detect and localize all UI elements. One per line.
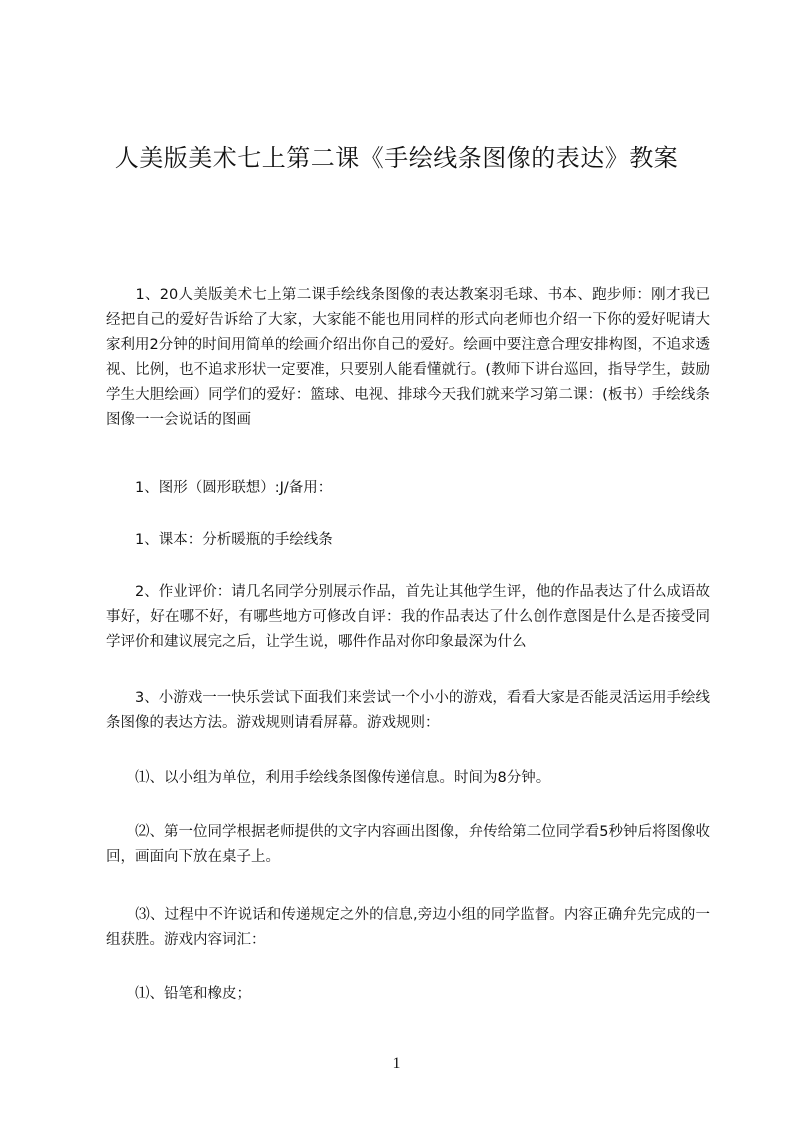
paragraph-intro: 1、20人美版美术七上第二课手绘线条图像的表达教案羽毛球、书本、跑步师：刚才我已经把自己的爱好告诉给了大家，大家能不能也用同样的形式向老师也介绍一下你的爱好呢请大家利用2分钟的时间用简单的绘画介绍出你自己的爱好。绘画中要注意合理安排构图，不追求透视、比例，也不追求形状一定要准，只要别人能看懂就行。(教师下讲台巡回，指导学生，鼓励学生大胆绘画）同学们的爱好：篮球、电视、排球今天我们就来学习第二课：(板书）手绘线条图像一一会说话的图画	[106, 287, 710, 428]
paragraph-rule-3: ⑶、过程中不许说话和传递规定之外的信息,旁边小组的同学监督。内容正确弁先完成的一组获胜。游戏内容词汇：	[106, 907, 710, 948]
paragraph-textbook: 1、课本：分析暖瓶的手绘线条	[106, 532, 333, 548]
paragraph-rule-1: ⑴、以小组为单位，利用手绘线条图像传递信息。时间为8分钟。	[106, 770, 551, 786]
page-title: 人美版美术七上第二课《手绘线条图像的表达》教案	[114, 144, 679, 172]
paragraph-evaluation: 2、作业评价：请几名同学分别展示作品，首先让其他学生评，他的作品表达了什么成语故事好，好在哪不好，有哪些地方可修改自评：我的作品表达了什么创作意图是什么是否接受同学评价和建议展完之后，让学生说，哪件作品对你印象最深为什么	[106, 584, 710, 650]
page-number: 1	[392, 1055, 401, 1072]
paragraph-vocab-1: ⑴、铅笔和橡皮；	[106, 986, 251, 1002]
paragraph-game: 3、小游戏一一快乐尝试下面我们来尝试一个小小的游戏，看看大家是否能灵活运用手绘线条图像的表达方法。游戏规则请看屏幕。游戏规则：	[106, 690, 710, 731]
paragraph-graphics: 1、图形（圆形联想）:J/备用：	[106, 480, 333, 496]
paragraph-rule-2: ⑵、第一位同学根据老师提供的文字内容画出图像，弁传给第二位同学看5秒钟后将图像收回，画面向下放在桌子上。	[106, 824, 710, 865]
